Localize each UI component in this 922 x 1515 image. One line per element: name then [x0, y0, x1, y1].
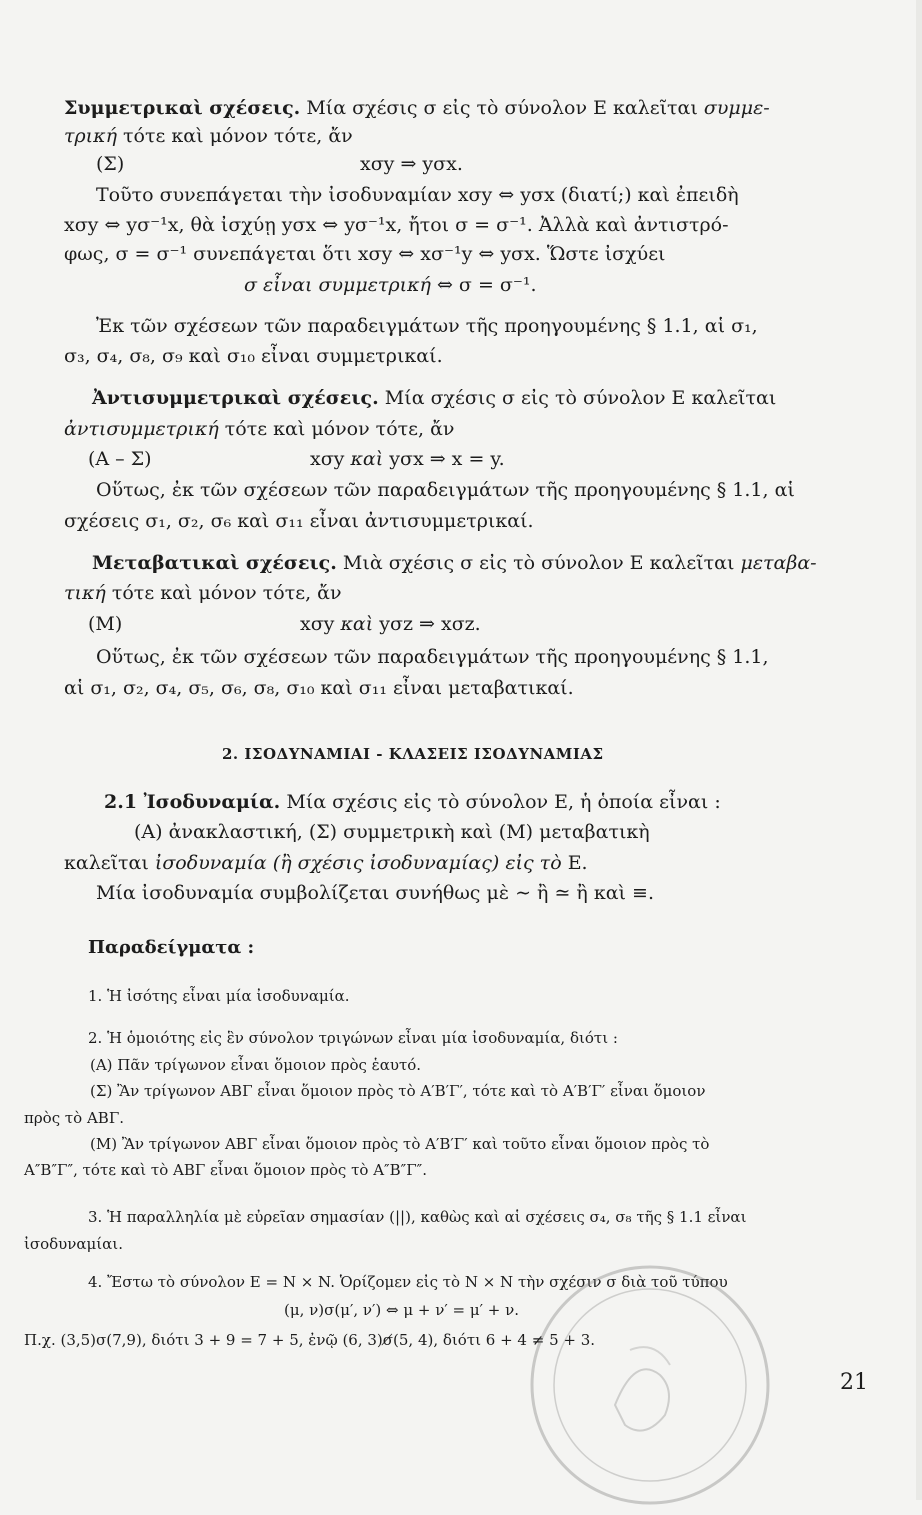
antisymmetric-line-2: [64, 417, 454, 441]
equivalence-line-2: (Α) ἀνακλαστική, (Σ) συμμετρικὴ καὶ (Μ) μεταβατικὴ: [134, 821, 650, 843]
equivalence-line-3-end: Ε.: [567, 852, 588, 874]
equivalence-text: Μία σχέσις εἰς τὸ σύνολον Ε, ἡ ὁποία εἶναι :: [286, 791, 721, 813]
example-3: 3. Ἡ παραλληλία μὲ εὐρεῖαν σημασίαν (||), καθὼς καὶ αἱ σχέσεις σ₄, σ₈ τῆς § 1.1 εἶναι: [88, 1208, 747, 1226]
transitive-term-end: τική: [64, 582, 106, 604]
antisymmetric-text: Μία σχέσις σ εἰς τὸ σύνολον Ε καλεῖται: [384, 387, 777, 409]
antisymmetric-formula-a: xσy: [310, 448, 345, 470]
example-2-s-cont: πρὸς τὸ ΑΒΓ.: [24, 1109, 125, 1127]
equivalence-heading: 2.1 Ἰσοδυναμία.: [104, 791, 281, 813]
transitive-formula-b: yσz ⇒ xσz.: [379, 613, 481, 635]
example-2-a: (Α) Πᾶν τρίγωνον εἶναι ὅμοιον πρὸς ἑαυτό.: [90, 1056, 422, 1074]
transitive-formula-kai: καὶ: [340, 613, 374, 635]
symmetric-line-2: [64, 124, 353, 148]
antisymmetric-label: (Α – Σ): [88, 448, 152, 470]
symmetric-equivalence-term: σ εἶναι συμμετρική: [244, 274, 431, 296]
equivalence-line-3-start: καλεῖται: [64, 852, 149, 874]
example-3-cont: ἰσοδυναμίαι.: [24, 1235, 123, 1253]
antisymmetric-formula: [310, 447, 505, 471]
equivalence-line-3: [64, 851, 588, 875]
equivalence-line-4: Μία ἰσοδυναμία συμβολίζεται συνήθως μὲ ∼ ἢ ≃ ἢ καὶ ≡.: [96, 882, 654, 904]
equivalence-term: ἰσοδυναμία (ἢ σχέσις ἰσοδυναμίας) εἰς τὸ: [154, 852, 562, 874]
examples-heading: Παραδείγματα :: [88, 937, 255, 958]
page-edge: [916, 0, 922, 1500]
equivalence-line-1: [104, 790, 721, 814]
symmetric-para-3: φως, σ = σ⁻¹ συνεπάγεται ὅτι xσy ⇔ xσ⁻¹y ⇔ yσx. Ὥστε ἰσχύει: [64, 243, 666, 265]
symmetric-equivalence: [244, 273, 537, 297]
example-4-instance: Π.χ. (3,5)σ(7,9), διότι 3 + 9 = 7 + 5, ἐνῷ (6, 3)σ̸(5, 4), διότι 6 + 4 ≠ 5 + 3.: [24, 1331, 596, 1349]
page-number: 21: [840, 1370, 868, 1395]
symmetric-label: (Σ): [96, 153, 125, 175]
transitive-line-2: [64, 581, 342, 605]
transitive-line-1: [92, 551, 817, 575]
symmetric-para-5: Ἐκ τῶν σχέσεων τῶν παραδειγμάτων τῆς προηγουμένης § 1.1, αἱ σ₁,: [96, 315, 758, 337]
section-title: 2. ΙΣΟΔΥΝΑΜΙΑΙ - ΚΛΑΣΕΙΣ ΙΣΟΔΥΝΑΜΙΑΣ: [222, 745, 604, 763]
symmetric-para-1: Τοῦτο συνεπάγεται τὴν ἰσοδυναμίαν xσy ⇔ yσx (διατί;) καὶ ἐπειδὴ: [96, 184, 739, 206]
antisymmetric-heading: Ἀντισυμμετρικαὶ σχέσεις.: [92, 387, 379, 409]
antisymmetric-para-2: σχέσεις σ₁, σ₂, σ₆ καὶ σ₁₁ εἶναι ἀντισυμμετρικαί.: [64, 510, 534, 532]
symmetric-text-2: τότε καὶ μόνον τότε, ἄν: [123, 125, 353, 147]
symmetric-para-6: σ₃, σ₄, σ₈, σ₉ καὶ σ₁₀ εἶναι συμμετρικαί.: [64, 345, 443, 367]
symmetric-term-end: τρική: [64, 125, 117, 147]
example-1: 1. Ἡ ἰσότης εἶναι μία ἰσοδυναμία.: [88, 987, 350, 1005]
example-2-s: (Σ) Ἂν τρίγωνον ΑΒΓ εἶναι ὅμοιον πρὸς τὸ Α′Β′Γ′, τότε καὶ τὸ Α′Β′Γ′ εἶναι ὅμοιον: [90, 1082, 706, 1100]
antisymmetric-formula-kai: καὶ: [350, 448, 384, 470]
transitive-text-2: τότε καὶ μόνον τότε, ἄν: [111, 582, 342, 604]
example-2: 2. Ἡ ὁμοιότης εἰς ἓν σύνολον τριγώνων εἶναι μία ἰσοδυναμία, διότι :: [88, 1029, 618, 1047]
symmetric-text: Μία σχέσις σ εἰς τὸ σύνολον Ε καλεῖται: [306, 97, 698, 119]
antisymmetric-para-1: Οὕτως, ἐκ τῶν σχέσεων τῶν παραδειγμάτων τῆς προηγουμένης § 1.1, αἱ: [96, 479, 795, 501]
example-4-formula: (μ, ν)σ(μ′, ν′) ⇔ μ + ν′ = μ′ + ν.: [284, 1301, 519, 1319]
symmetric-heading: Συμμετρικαὶ σχέσεις.: [64, 97, 301, 119]
example-2-m-cont: Α″Β″Γ″, τότε καὶ τὸ ΑΒΓ εἶναι ὅμοιον πρὸς τὸ Α″Β″Γ″.: [24, 1161, 428, 1179]
transitive-text: Μιὰ σχέσις σ εἰς τὸ σύνολον Ε καλεῖται: [342, 552, 735, 574]
symmetric-line-1: [64, 96, 770, 120]
transitive-formula-a: xσy: [300, 613, 335, 635]
antisymmetric-line-1: [92, 386, 776, 410]
example-2-m: (Μ) Ἂν τρίγωνον ΑΒΓ εἶναι ὅμοιον πρὸς τὸ Α′Β′Γ′ καὶ τοῦτο εἶναι ὅμοιον πρὸς τὸ: [90, 1135, 710, 1153]
transitive-para-1: Οὕτως, ἐκ τῶν σχέσεων τῶν παραδειγμάτων τῆς προηγουμένης § 1.1,: [96, 646, 769, 668]
antisymmetric-formula-b: yσx ⇒ x = y.: [389, 448, 505, 470]
transitive-label: (Μ): [88, 613, 123, 635]
library-stamp-icon: [520, 1255, 780, 1515]
transitive-term: μεταβα-: [740, 552, 817, 574]
transitive-heading: Μεταβατικαὶ σχέσεις.: [92, 552, 337, 574]
symmetric-term: συμμε-: [703, 97, 770, 119]
transitive-para-2: αἱ σ₁, σ₂, σ₄, σ₅, σ₆, σ₈, σ₁₀ καὶ σ₁₁ εἶναι μεταβατικαί.: [64, 677, 574, 699]
symmetric-formula: xσy ⇒ yσx.: [360, 153, 463, 175]
symmetric-equivalence-formula: ⇔ σ = σ⁻¹.: [436, 274, 537, 296]
example-4: 4. Ἔστω τὸ σύνολον Ε = N × N. Ὁρίζομεν εἰς τὸ N × N τὴν σχέσιν σ διὰ τοῦ τύπου: [88, 1273, 728, 1291]
transitive-formula: [300, 612, 481, 636]
symmetric-para-2: xσy ⇔ yσ⁻¹x, θὰ ἰσχύῃ yσx ⇔ yσ⁻¹x, ἤτοι σ = σ⁻¹. Ἀλλὰ καὶ ἀντιστρό-: [64, 214, 729, 236]
antisymmetric-text-2: τότε καὶ μόνον τότε, ἄν: [224, 418, 455, 440]
antisymmetric-term: ἀντισυμμετρική: [64, 418, 219, 440]
